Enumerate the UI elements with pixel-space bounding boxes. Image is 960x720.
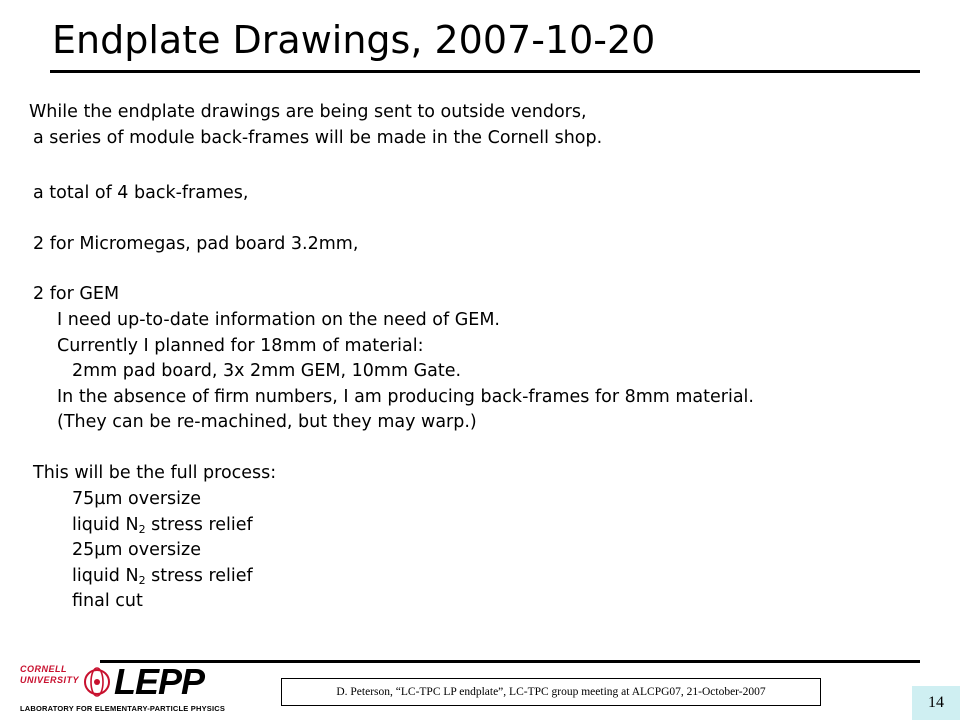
text-line: a total of 4 back-frames, (33, 183, 249, 203)
footer-citation: D. Peterson, “LC-TPC LP endplate”, LC-TPC group meeting at ALCPG07, 21-October-2007 (281, 678, 821, 706)
text-line: 2 for Micromegas, pad board 3.2mm, (33, 234, 359, 254)
text-line: 2mm pad board, 3x 2mm GEM, 10mm Gate. (72, 361, 462, 381)
process-step (72, 564, 253, 590)
subscript: 2 (138, 523, 146, 536)
process-step-text: stress relief (145, 515, 253, 535)
subscript: 2 (138, 574, 146, 587)
process-step: final cut (72, 591, 143, 611)
logo-cornell-text: CORNELL (20, 664, 67, 674)
text-line: I need up-to-date information on the need of GEM. (57, 310, 500, 330)
text-line: Currently I planned for 18mm of material: (57, 336, 424, 356)
text-line: This will be the full process: (33, 463, 277, 483)
text-line: While the endplate drawings are being sent to outside vendors, (29, 102, 587, 122)
logo-university-text: UNIVERSITY (20, 675, 80, 685)
particle-track-icon (82, 664, 112, 700)
logo-lepp-text: LEPP (114, 661, 205, 702)
text-line: (They can be re-machined, but they may warp.) (57, 412, 477, 432)
logo-lab-text: LABORATORY FOR ELEMENTARY-PARTICLE PHYSICS (20, 704, 226, 713)
cornell-lepp-logo (14, 660, 250, 720)
slide-title: Endplate Drawings, 2007-10-20 (52, 18, 656, 62)
text-line: In the absence of firm numbers, I am producing back-frames for 8mm material. (57, 387, 754, 407)
process-step: 25µm oversize (72, 540, 201, 560)
process-step: 75µm oversize (72, 489, 201, 509)
process-step-text: stress relief (145, 566, 253, 586)
process-step-text: liquid N (72, 566, 139, 586)
process-step (72, 513, 253, 539)
page-number: 14 (912, 686, 960, 720)
text-line: a series of module back-frames will be made in the Cornell shop. (33, 128, 603, 148)
process-step-text: liquid N (72, 515, 139, 535)
text-line: 2 for GEM (33, 284, 120, 304)
title-divider (50, 70, 920, 73)
